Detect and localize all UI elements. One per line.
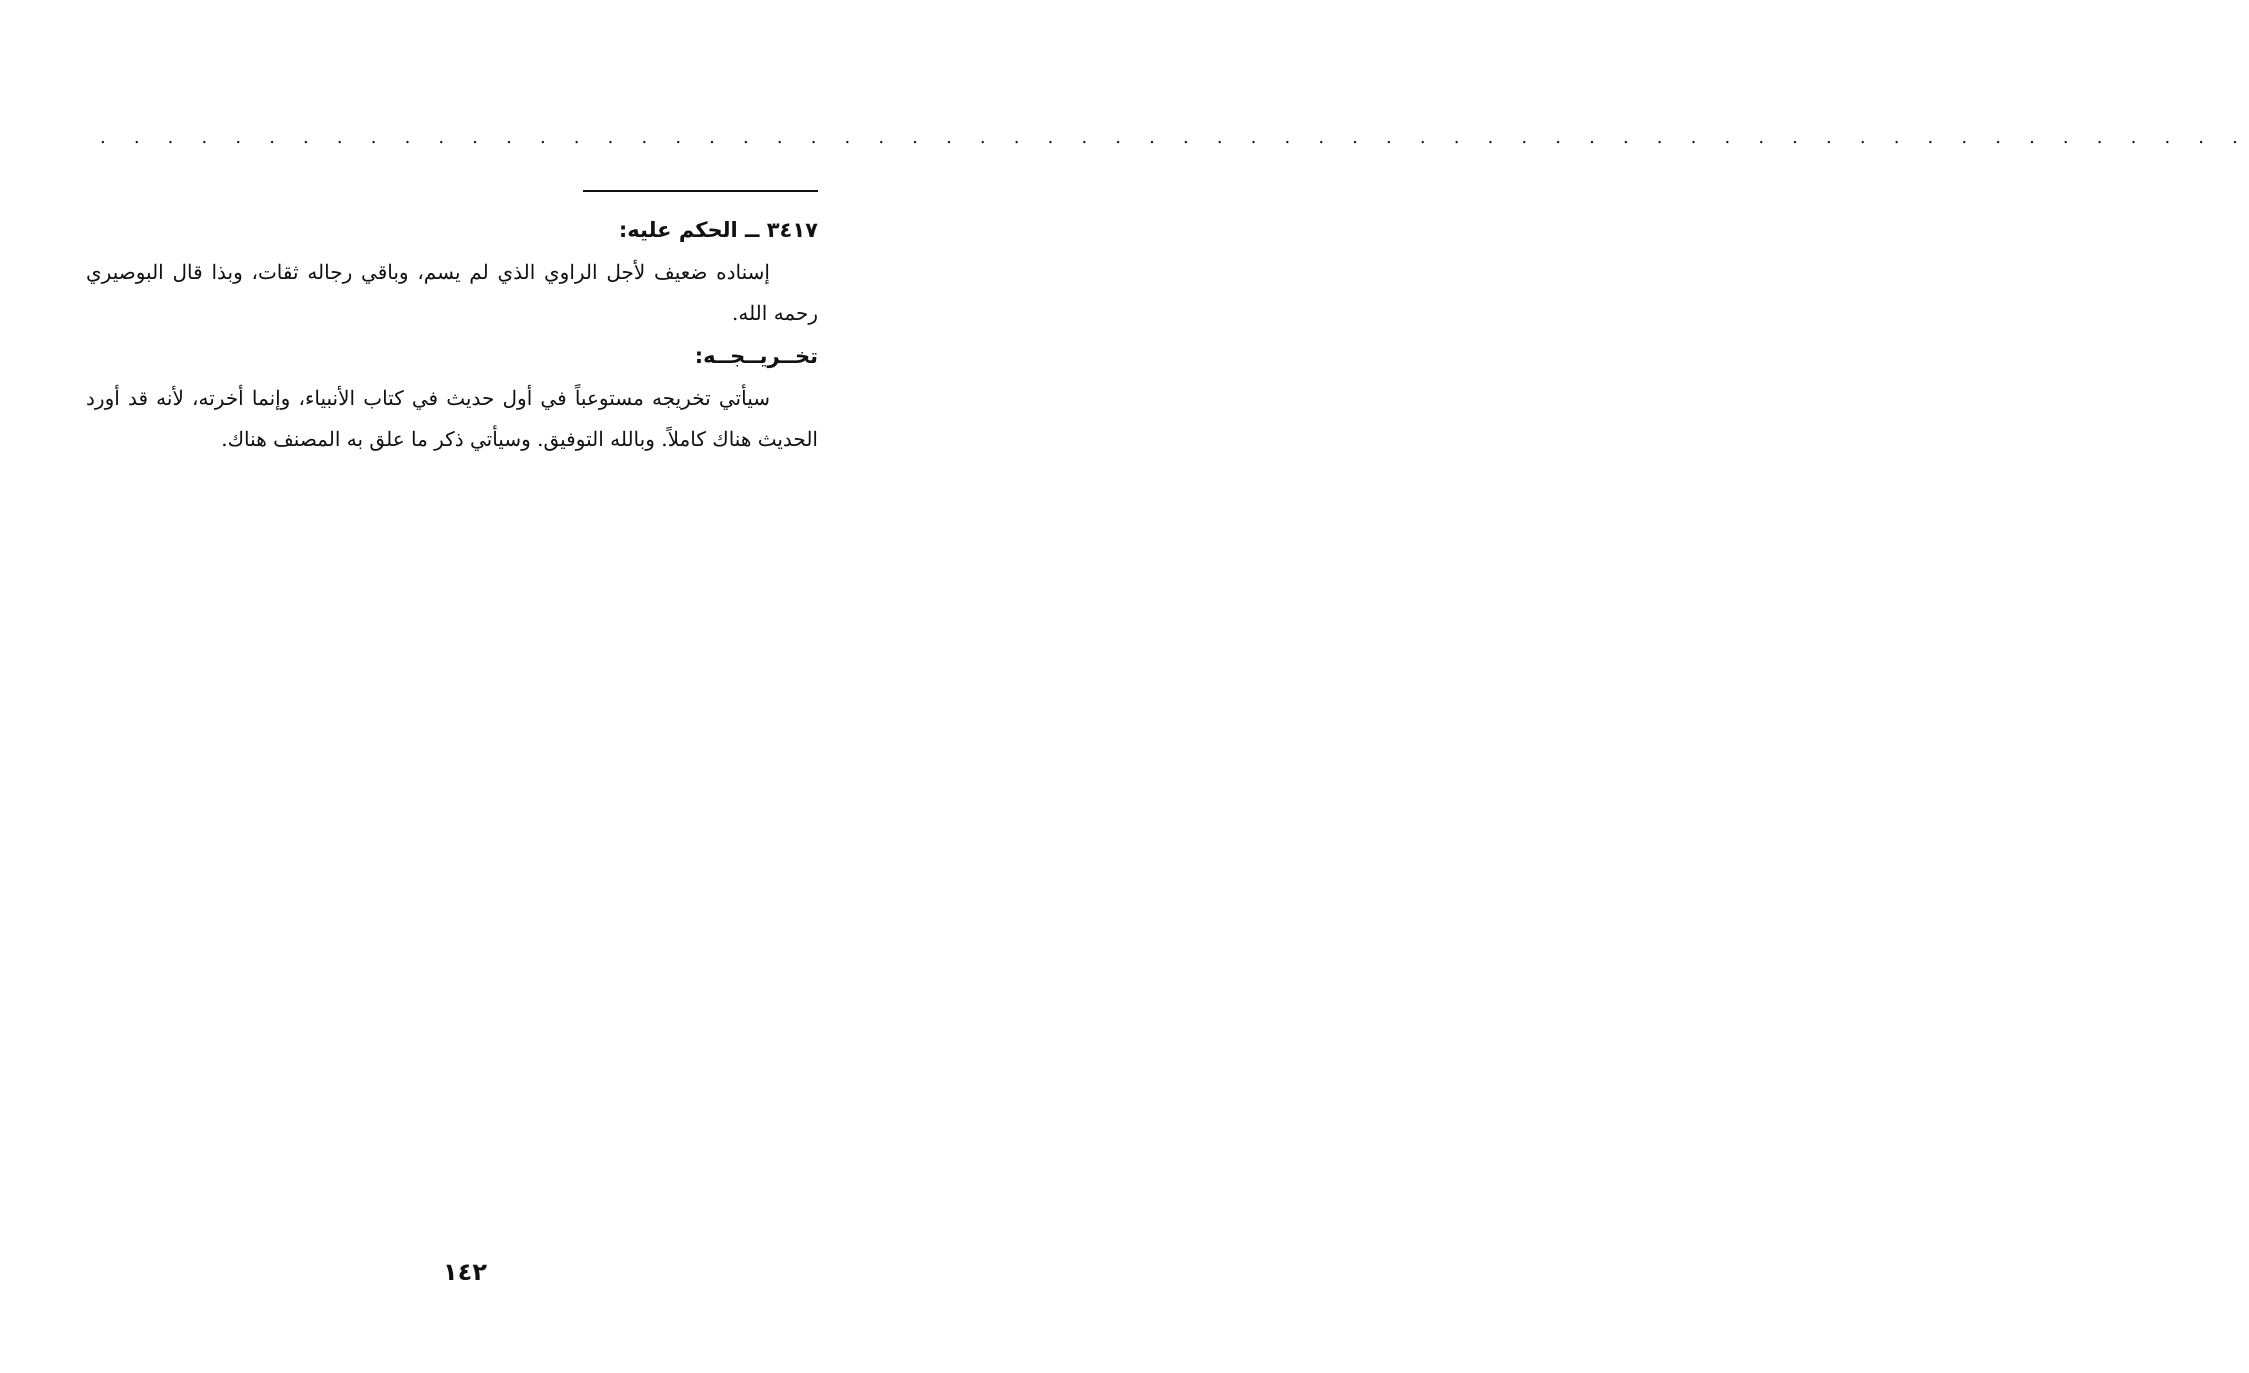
section-heading-ruling: ٣٤١٧ ــ الحكم عليه: — [618, 218, 818, 242]
section-heading-takhrij: تخــريــجــه: — [694, 344, 818, 368]
ruling-paragraph: إسناده ضعيف لأجل الراوي الذي لم يسم، وباقي رجاله ثقات، وبذا قال البوصيري رحمه الله. — [86, 260, 818, 325]
page-number: ١٤٢ — [443, 1258, 487, 1286]
dotted-separator: . . . . . . . . . . . . . . . . . . . . . . . . . . . . . . . . . . . . . . . . . . . . . . . . . . . . . . . . . . . . . . . . — [100, 127, 2249, 148]
takhrij-paragraph: سيأتي تخريجه مستوعباً في أول حديث في كتاب الأنبياء، وإنما أخرته، لأنه قد أورد الحديث هناك كاملاً. وبالله التوفيق. وسيأتي ذكر ما علق به المصنف هناك. — [86, 386, 818, 451]
footnote-rule — [583, 190, 818, 192]
page-body — [86, 208, 818, 460]
